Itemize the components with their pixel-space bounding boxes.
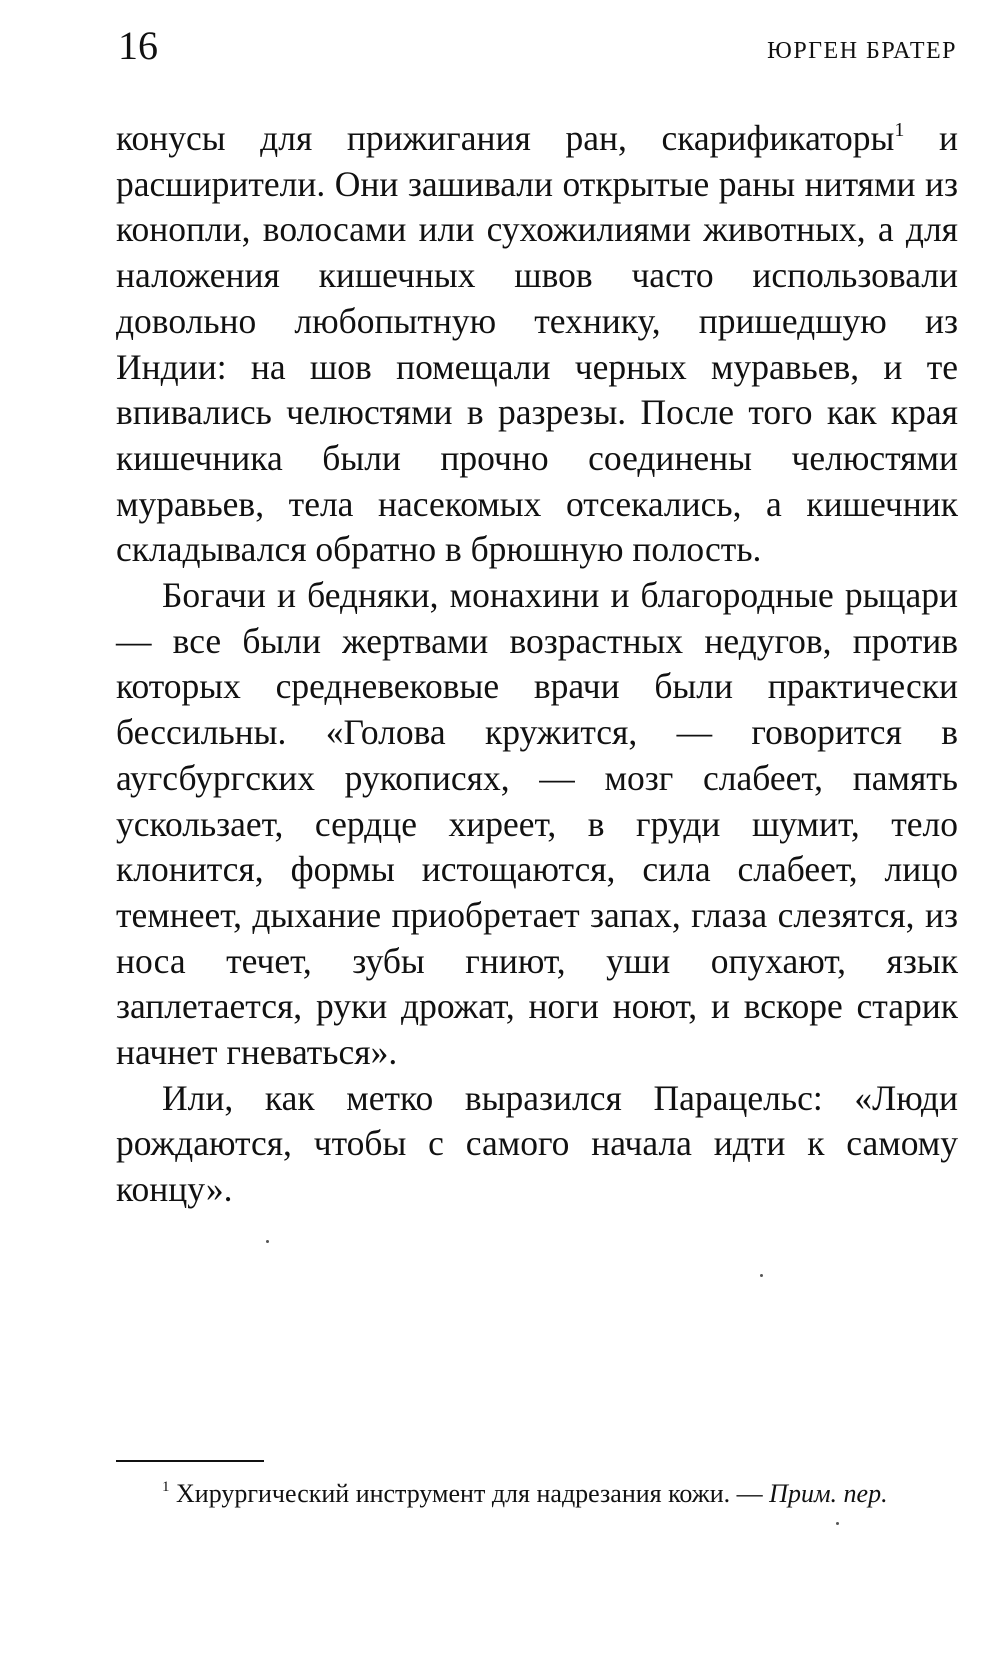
running-head: ЮРГЕН БРАТЕР (767, 38, 957, 64)
footnote-1 (116, 1476, 958, 1512)
print-speck (760, 1274, 763, 1277)
paragraph-1 (116, 116, 958, 573)
footnote-rule (116, 1460, 264, 1462)
footnote-translator-note: Прим. пер. (769, 1479, 888, 1508)
footnote-marker: 1 (162, 1479, 170, 1495)
page-number: 16 (118, 23, 158, 68)
print-speck (266, 1240, 269, 1243)
paragraph-3: Или, как метко выразился Парацельс: «Люди рождаются, чтобы с самого начала идти к самому концу». (116, 1077, 958, 1210)
paragraph-1-text-start: конусы для прижигания ран, скарификаторы (116, 118, 895, 158)
footnote-reference: 1 (894, 119, 905, 141)
paragraph-2: Богачи и бедняки, монахини и благородные рыцари — все были жертвами возрастных недугов, против которых средневековые врачи были практически бессильны. «Голова кружится, — говорится в аугсбургских рукописях, — мозг слабеет, память ускользает, сердце хиреет, в груди шумит, тело клонится, формы истощаются, сила слабеет, лицо темнеет, дыхание приобретает запах, глаза слезятся, из носа течет, зубы гниют, уши опухают, язык заплетается, руки дрожат, ноги ноют, и вскоре старик начнет гневаться». (116, 575, 958, 1073)
paragraph-1-text-rest: и расширители. Они зашивали открытые раны нитями из конопли, волосами или сухожилиями животных, а для наложения кишечных швов часто использовали довольно любопытную технику, пришедшую из Индии: на шов помещали черных муравьев, и те впивались челюстями в разрезы. После того как края кишечника были прочно соединены челюстями муравьев, тела насекомых отсекались, а кишечник складывался обратно в брюшную полость. (116, 118, 958, 570)
body-text (116, 116, 958, 1213)
footnote-text: Хирургический инструмент для надрезания кожи. — (169, 1479, 770, 1508)
print-speck (836, 1522, 839, 1525)
